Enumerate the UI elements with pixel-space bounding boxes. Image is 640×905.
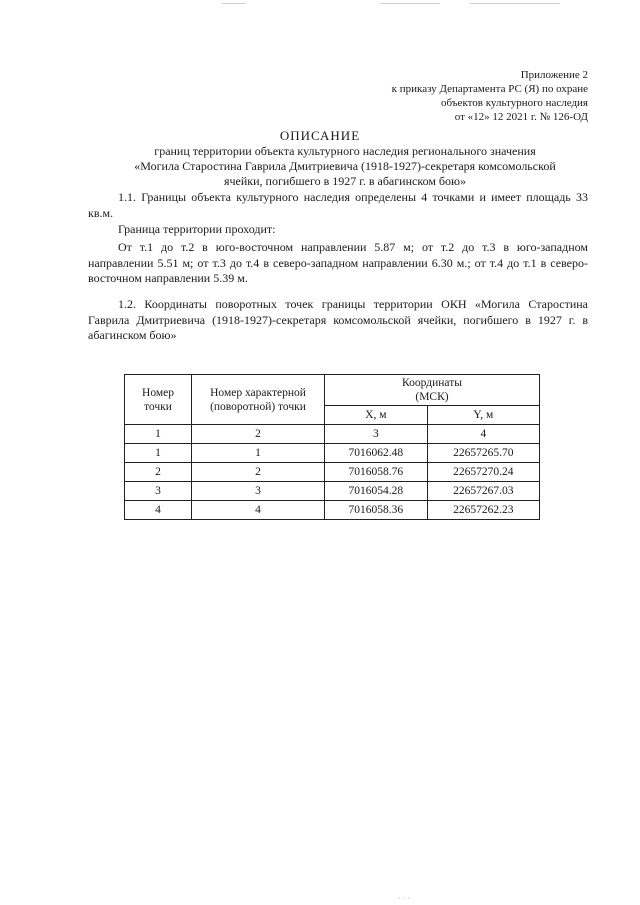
- page-subtitle: [110, 144, 580, 189]
- paragraph-boundary-directions: От т.1 до т.2 в юго-восточном направлении 5.87 м; от т.2 до т.3 в юго-западном направлении 5.51 м; от т.3 до т.4 в северо-западном направлении 6.30 м.; от т.4 до т.1 в северо-восточном направлении 5.39 м.: [88, 240, 588, 285]
- table-cell: 7016058.76: [325, 463, 428, 482]
- table-cell: 1: [125, 425, 192, 444]
- table-row: [125, 444, 540, 463]
- col-header-x: X, м: [325, 406, 428, 425]
- table-row: [125, 463, 540, 482]
- table-cell: 1: [192, 444, 325, 463]
- col-header-char-point: Номер характерной (поворотной) точки: [192, 375, 325, 425]
- table-cell: 22657270.24: [427, 463, 539, 482]
- table-row: [125, 501, 540, 520]
- paragraph-boundary-intro: Граница территории проходит:: [118, 222, 276, 236]
- annex-date: от «12» 12 2021 г. № 126-ОД: [454, 111, 588, 123]
- subtitle-line-1: границ территории объекта культурного наследия регионального значения: [154, 144, 536, 158]
- annex-header: [328, 68, 588, 124]
- annex-order-ref: к приказу Департамента РС (Я) по охране: [391, 83, 588, 95]
- table-cell: 7016058.36: [325, 501, 428, 520]
- page-title: ОПИСАНИЕ: [279, 128, 361, 143]
- table-cell: 2: [192, 425, 325, 444]
- table-cell: 22657262.23: [427, 501, 539, 520]
- table-cell: 3: [192, 482, 325, 501]
- col-header-point-number: Номер точки: [125, 375, 192, 425]
- table-cell: 22657267.03: [427, 482, 539, 501]
- subtitle-line-2: «Могила Старостина Гаврила Дмитриевича (1918-1927)-секретаря комсомольской: [134, 159, 556, 173]
- table-cell: 4: [427, 425, 539, 444]
- annex-object-ref: объектов культурного наследия: [441, 97, 588, 109]
- table-cell: 3: [125, 482, 192, 501]
- table-cell: 2: [192, 463, 325, 482]
- scan-artifacts: [0, 0, 640, 10]
- coords-system: (МСК): [415, 391, 449, 403]
- scan-footer-mark: · · ·: [398, 894, 410, 903]
- table-cell: 3: [325, 425, 428, 444]
- table-cell: 4: [125, 501, 192, 520]
- table-row: [125, 482, 540, 501]
- annex-label: Приложение 2: [520, 69, 588, 81]
- subtitle-line-3: ячейки, погибшего в 1927 г. в абагинском бою»: [223, 174, 467, 188]
- paragraph-1-1: 1.1. Границы объекта культурного наследия определены 4 точками и имеет площадь 33 кв.м.: [88, 190, 588, 220]
- table-cell: 22657265.70: [427, 444, 539, 463]
- table-cell: 2: [125, 463, 192, 482]
- table-cell: 1: [125, 444, 192, 463]
- paragraph-1-2: 1.2. Координаты поворотных точек границы территории ОКН «Могила Старостина Гаврила Дмитриевича (1918-1927)-секретаря комсомольской ячейки, погибшего в 1927 г. в абагинском бою»: [88, 297, 588, 342]
- table-cell: 7016062.48: [325, 444, 428, 463]
- table-cell: 4: [192, 501, 325, 520]
- table-cell: 7016054.28: [325, 482, 428, 501]
- col-header-coords: [325, 375, 540, 406]
- coords-label: Координаты: [402, 377, 462, 389]
- col-header-y: Y, м: [427, 406, 539, 425]
- table-column-index-row: [125, 425, 540, 444]
- coordinates-table: [124, 374, 540, 520]
